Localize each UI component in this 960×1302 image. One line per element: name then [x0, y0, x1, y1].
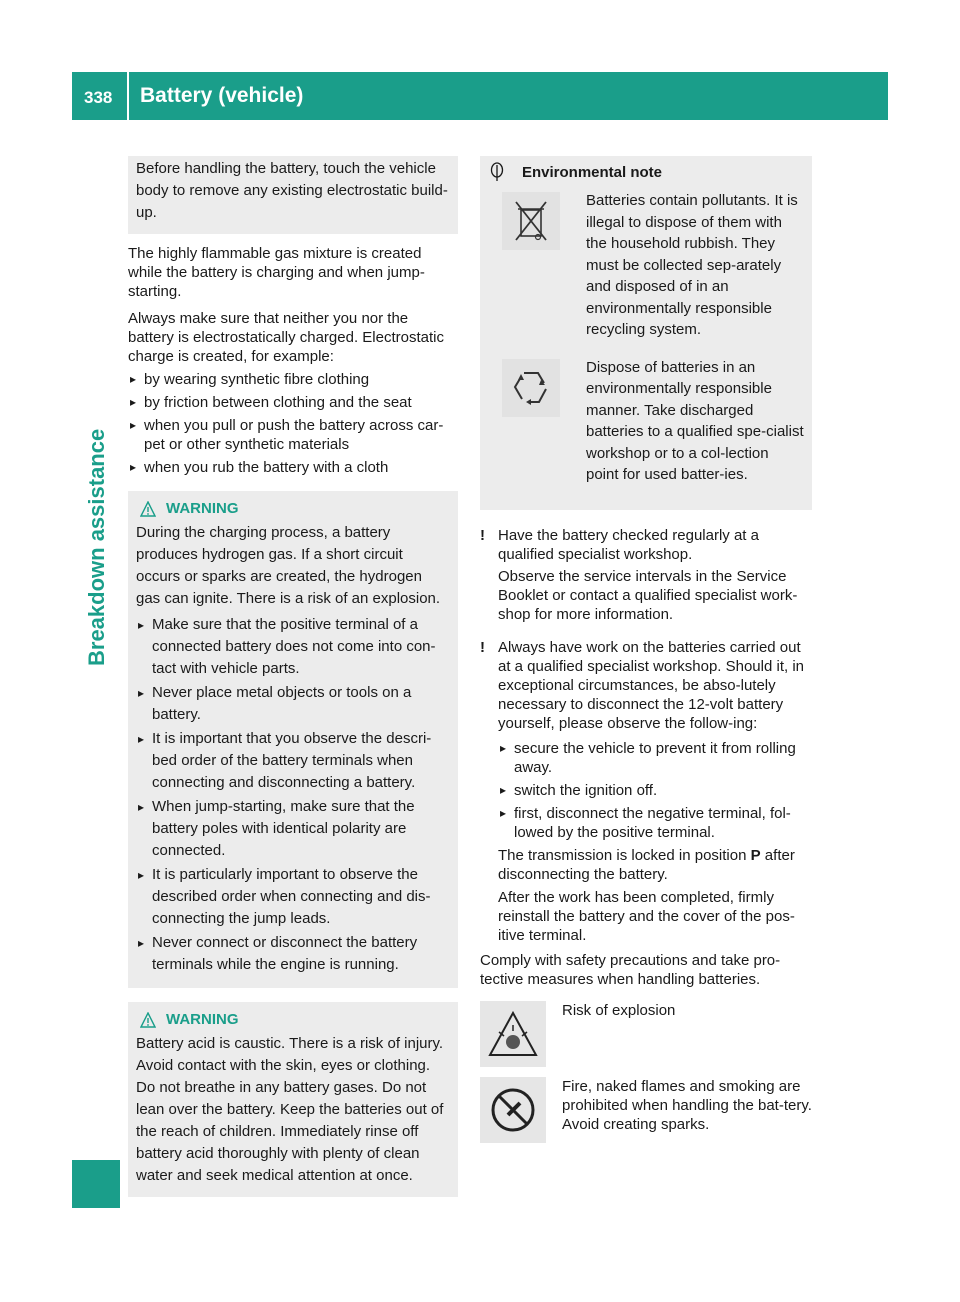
list-item: ▸ by wearing synthetic fibre clothing [128, 370, 458, 389]
list-item: ▸ When jump-starting, make sure that the battery poles with identical polarity are connected. [136, 796, 450, 862]
exclamation-icon: ! [480, 638, 485, 656]
env-note-row [488, 190, 804, 341]
notice-text: Have the battery checked regularly at a qualified specialist workshop. [498, 526, 759, 563]
bullet-list [136, 614, 450, 976]
header-divider [127, 72, 129, 120]
left-column [128, 156, 458, 1197]
warning-text: Battery acid is caustic. There is a risk of injury. Avoid contact with the skin, eyes or clothing. Do not breathe in any battery gases. Do not lean over the battery. Keep the batteries out of the reach of children. Immediately rinse off battery acid thoroughly with plenty of clean water and seek medical attention at once. [136, 1035, 444, 1184]
paragraph: The highly flammable gas mixture is created while the battery is charging and when jump-starting. [128, 245, 425, 300]
list-item: ▸ Never connect or disconnect the battery terminals while the engine is running. [136, 932, 450, 976]
notice-subtext [498, 846, 812, 884]
no-smoking-icon [480, 1077, 546, 1143]
warning-heading [140, 1010, 450, 1029]
environmental-note-box [480, 156, 812, 510]
section-tab-block [72, 1160, 120, 1208]
warning-triangle-icon [140, 501, 156, 517]
page-title: Battery (vehicle) [140, 84, 304, 107]
list-item: ▸ Make sure that the positive terminal of a connected battery does not come into con-tact with vehicle parts. [136, 614, 450, 680]
notice [480, 638, 812, 945]
warning-text: During the charging process, a battery produces hydrogen gas. If a short circuit occurs or sparks are created, the hydrogen gas can ignite. There is a risk of an explosion. [136, 524, 441, 607]
section-tab-label: Breakdown assistance [84, 428, 109, 666]
list-item: ▸ first, disconnect the negative terminal, fol-lowed by the positive terminal. [498, 804, 812, 842]
env-note-text: Batteries contain pollutants. It is illegal to dispose of them with the household rubbish. They must be collected sep-arately and disposed of in an environmentally responsible recycling system. [586, 192, 798, 338]
leaf-icon [490, 162, 504, 182]
warning-box [128, 1002, 458, 1197]
warning-heading [140, 499, 450, 518]
list-item: ▸ when you pull or push the battery across car-pet or other synthetic materials [128, 416, 458, 454]
intro-text: Before handling the battery, touch the vehicle body to remove any existing electrostatic build-up. [136, 160, 448, 221]
list-item: ▸ by friction between clothing and the seat [128, 393, 458, 412]
environmental-note-heading [490, 162, 804, 182]
list-item: ▸ when you rub the battery with a cloth [128, 458, 458, 477]
warning-box [128, 491, 458, 988]
list-item: ▸ It is particularly important to observe the described order when connecting and dis-connecting the jump leads. [136, 864, 450, 930]
safety-row [480, 1001, 812, 1067]
risk-explosion-label: Risk of explosion [562, 1001, 676, 1019]
notice-subtext-prefix: The transmission is locked in position [498, 846, 751, 864]
page-number: 338 [84, 88, 113, 107]
notice [480, 526, 812, 624]
warning-heading-label: WARNING [166, 500, 239, 517]
bullet-list [128, 370, 458, 477]
env-note-text: Dispose of batteries in an environmentally responsible manner. Take discharged batteries to a qualified spe-cialist workshop or to a col-lection point for used batter-ies. [586, 358, 804, 483]
list-item: ▸ secure the vehicle to prevent it from rolling away. [498, 739, 812, 777]
recycling-icon [502, 359, 560, 417]
bullet-list [498, 739, 812, 842]
warning-triangle-icon [140, 1012, 156, 1028]
env-note-row [488, 357, 804, 486]
notice-text: Always have work on the batteries carried out at a qualified specialist workshop. Should it, in exceptional circumstances, be abso-lutely necessary to disconnect the 12-volt battery yourself, please observe the follow-ing: [498, 638, 805, 732]
warning-heading-label: WARNING [166, 1011, 239, 1028]
gear-position-label: P [750, 846, 761, 864]
explosion-warning-icon [480, 1001, 546, 1067]
list-item: ▸ It is important that you observe the descri-bed order of the battery terminals when connecting and disconnecting a battery. [136, 728, 450, 794]
right-column [480, 156, 812, 1143]
notice-subtext: After the work has been completed, firmly reinstall the battery and the cover of the pos-itive terminal. [498, 888, 795, 944]
crossed-bin-icon [502, 192, 560, 250]
exclamation-icon: ! [480, 526, 485, 544]
notice-subtext-suffix: after disconnecting the battery. [498, 846, 795, 883]
notice-subtext: Observe the service intervals in the Service Booklet or contact a qualified specialist work-shop for more information. [498, 567, 798, 623]
intro-box [128, 156, 458, 234]
safety-row [480, 1077, 812, 1143]
paragraph: Always make sure that neither you nor the battery is electrostatically charged. Electrostatic charge is created, for example: [128, 310, 444, 365]
list-item: ▸ Never place metal objects or tools on a battery. [136, 682, 450, 726]
list-item: ▸ switch the ignition off. [498, 781, 812, 800]
paragraph: Comply with safety precautions and take pro-tective measures when handling batteries. [480, 951, 781, 988]
environmental-note-title: Environmental note [522, 163, 663, 181]
fire-warning-text: Fire, naked flames and smoking are prohibited when handling the bat-tery. Avoid creating sparks. [562, 1077, 812, 1133]
